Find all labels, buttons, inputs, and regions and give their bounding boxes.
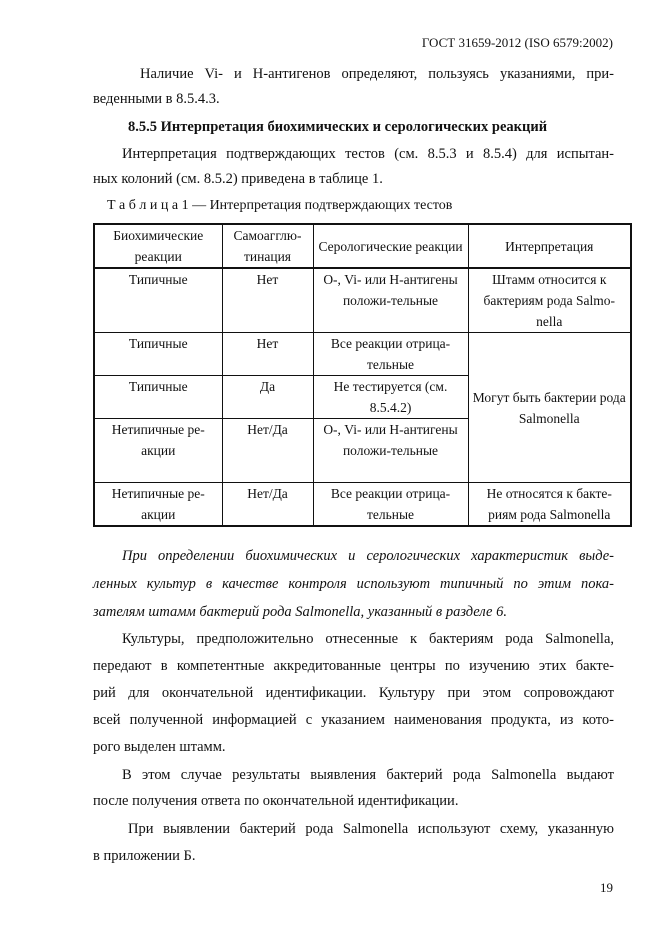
section-title: 8.5.5 Интерпретация биохимических и серологических реакций [128, 119, 548, 135]
cell-biochem: Нетипичные ре-акции [94, 483, 222, 527]
cell-sero: О-, Vi- или Н-антигены положи-тельные [313, 268, 468, 333]
cell-interp: Штамм относится к бактериям рода Salmo-nella [468, 268, 631, 333]
table-caption: Т а б л и ц а 1 — Интерпретация подтверждающих тестов [107, 198, 453, 213]
para2-line2: ных колоний (см. 8.5.2) приведена в таблице 1. [93, 171, 383, 187]
para4-line2: передают в компетентные аккредитованные центры по изучению этих бакте- [93, 658, 614, 674]
cell-sero: Все реакции отрица-тельные [313, 483, 468, 527]
table-header-row [94, 224, 631, 268]
para4-line1: Культуры, предположительно отнесенные к бактериям рода Salmonella, [122, 631, 614, 647]
cell-biochem: Типичные [94, 376, 222, 419]
para4-line5: рого выделен штамм. [93, 739, 226, 755]
page-number: 19 [600, 880, 613, 895]
cell-aggl: Нет/Да [222, 419, 313, 483]
cell-interp-merged: Могут быть бактерии рода Salmonella [468, 333, 631, 483]
para4-line3: рий для окончательной идентификации. Культуру при этом сопровождают [93, 685, 614, 701]
cell-sero: О-, Vi- или Н-антигены положи-тельные [313, 419, 468, 483]
cell-aggl: Нет [222, 333, 313, 376]
para4-line4: всей полученной информацией с указанием наименования продукта, из кото- [93, 712, 614, 728]
cell-aggl: Нет/Да [222, 483, 313, 527]
para1-line2: веденными в 8.5.4.3. [93, 91, 220, 107]
cell-aggl: Да [222, 376, 313, 419]
para1-line1: Наличие Vi- и Н-антигенов определяют, пользуясь указаниями, при- [140, 66, 614, 82]
col-header-sero: Серологические реакции [313, 224, 468, 268]
para2-line1: Интерпретация подтверждающих тестов (см. 8.5.3 и 8.5.4) для испытан- [122, 146, 614, 162]
cell-interp: Не относятся к бакте-риям рода Salmonella [468, 483, 631, 527]
cell-aggl: Нет [222, 268, 313, 333]
para3-line3: зателям штамм бактерий рода Salmonella, указанный в разделе 6. [93, 604, 507, 620]
para5-line1: В этом случае результаты выявления бактерий рода Salmonella выдают [122, 767, 614, 783]
para3-line1: При определении биохимических и серологических характеристик выде- [122, 548, 614, 564]
para3-line2: ленных культур в качестве контроля используют типичный по этим пока- [93, 576, 614, 592]
table-row [94, 483, 631, 527]
para5-line2: после получения ответа по окончательной идентификации. [93, 793, 459, 809]
cell-biochem: Нетипичные ре-акции [94, 419, 222, 483]
cell-biochem: Типичные [94, 268, 222, 333]
para6-line1: При выявлении бактерий рода Salmonella используют схему, указанную [128, 821, 614, 837]
col-header-biochem: Биохимические реакции [94, 224, 222, 268]
para6-line2: в приложении Б. [93, 848, 196, 864]
cell-biochem: Типичные [94, 333, 222, 376]
cell-sero: Не тестируется (см. 8.5.4.2) [313, 376, 468, 419]
col-header-interp: Интерпретация [468, 224, 631, 268]
document-header: ГОСТ 31659-2012 (ISO 6579:2002) [421, 35, 613, 50]
cell-sero: Все реакции отрица-тельные [313, 333, 468, 376]
table-row [94, 268, 631, 333]
interpretation-table [93, 223, 632, 527]
table-row [94, 333, 631, 376]
col-header-aggl: Самоагглю-тинация [222, 224, 313, 268]
